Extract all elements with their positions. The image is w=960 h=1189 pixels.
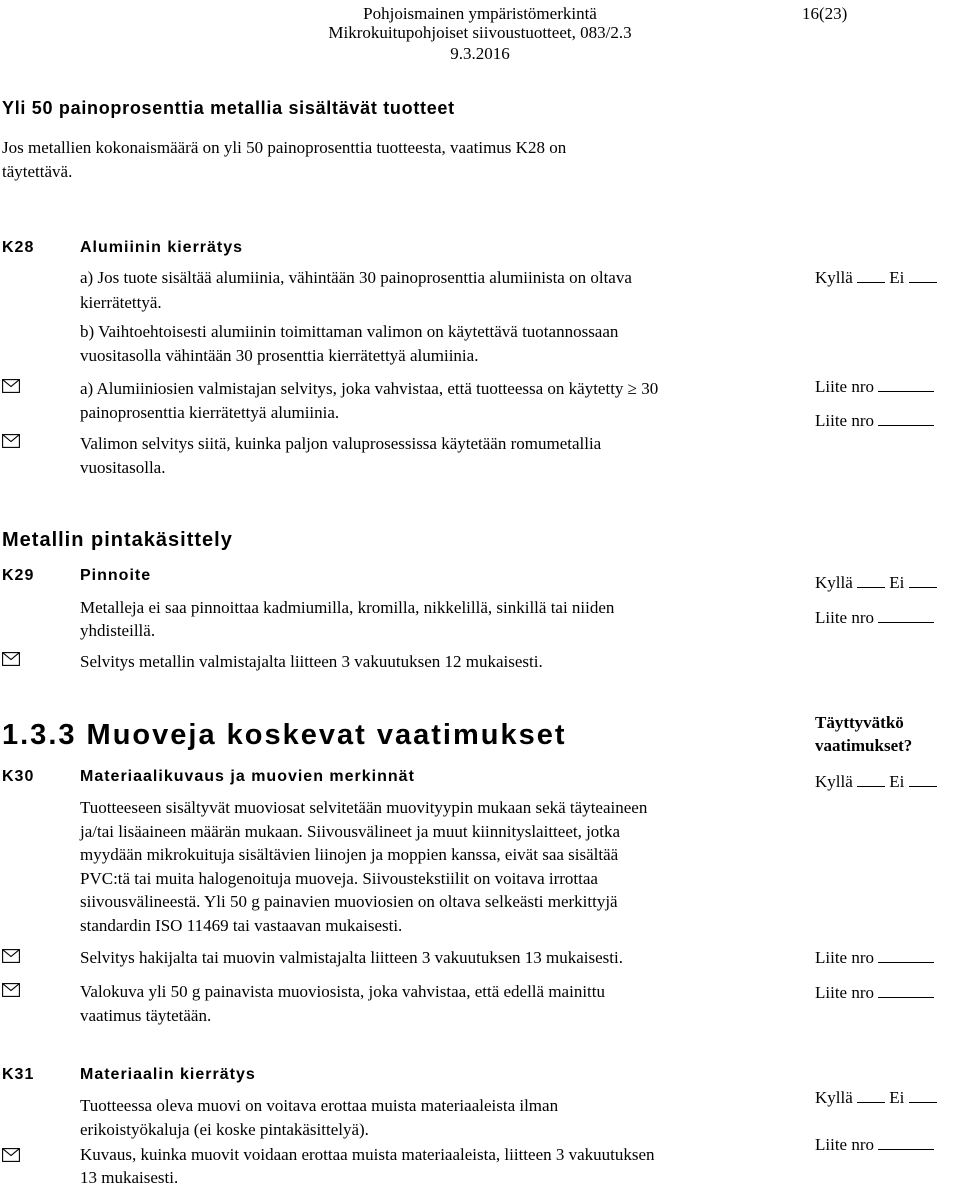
requirement-title-k29: Pinnoite (80, 567, 152, 584)
k29-attachment (815, 606, 934, 629)
no-label: Ei (889, 268, 905, 287)
attachment-blank[interactable] (878, 424, 934, 426)
requirement-code-k28: K28 (2, 239, 35, 256)
yes-label: Kyllä (815, 573, 853, 592)
k28-doc1-line2: painoprosenttia kierrätettyä alumiinia. (80, 403, 340, 422)
k29-yes-no (815, 571, 937, 594)
requirement-code-k29: K29 (2, 567, 35, 584)
no-blank[interactable] (909, 785, 937, 787)
k30-para-line4: PVC:tä tai muita halogenoituja muoveja. Siivoustekstiilit on voitava irrottaa (80, 869, 598, 888)
attachment-blank[interactable] (878, 621, 934, 623)
fulfilled-heading-line2: vaatimukset? (815, 736, 913, 755)
attachment-blank[interactable] (878, 961, 934, 963)
k31-line2: erikoistyökaluja (ei koske pintakäsittelyä). (80, 1120, 369, 1139)
attachment-blank[interactable] (878, 1148, 934, 1150)
no-label: Ei (889, 772, 905, 791)
envelope-icon (2, 983, 20, 997)
requirement-title-k30: Materiaalikuvaus ja muovien merkinnät (80, 768, 415, 785)
k28-doc2-line2: vuositasolla. (80, 458, 166, 477)
section-title-surface: Metallin pintakäsittely (2, 529, 233, 551)
attachment-label: Liite nro (815, 377, 875, 396)
attachment-label: Liite nro (815, 1135, 875, 1154)
k28-a-line2: kierrätettyä. (80, 293, 162, 312)
yes-blank[interactable] (857, 1101, 885, 1103)
yes-blank[interactable] (857, 785, 885, 787)
k28-b-line2: vuositasolla vähintään 30 prosenttia kierrätettyä alumiinia. (80, 346, 479, 365)
k29-line2: yhdisteillä. (80, 621, 156, 640)
metal-intro-line1: Jos metallien kokonaismäärä on yli 50 painoprosenttia tuotteesta, vaatimus K28 on (2, 138, 567, 157)
fulfilled-heading-line1: Täyttyvätkö (815, 713, 904, 732)
k28-b-line1: b) Vaihtoehtoisesti alumiinin toimittaman valimon on käytettävä tuotannossaan (80, 322, 619, 341)
k30-doc2-line2: vaatimus täytetään. (80, 1006, 212, 1025)
k30-para-line5: siivousvälineestä. Yli 50 g painavien muoviosien on oltava selkeästi merkittyjä (80, 892, 618, 911)
k31-yes-no (815, 1086, 937, 1109)
no-label: Ei (889, 573, 905, 592)
envelope-icon (2, 949, 20, 963)
yes-blank[interactable] (857, 281, 885, 283)
section-title-metal: Yli 50 painoprosenttia metallia sisältävät tuotteet (2, 98, 455, 118)
no-blank[interactable] (909, 1101, 937, 1103)
k31-line1: Tuotteessa oleva muovi on voitava erottaa muista materiaaleista ilman (80, 1096, 559, 1115)
k31-doc1-line2: 13 mukaisesti. (80, 1168, 179, 1187)
header-org: Pohjoismainen ympäristömerkintä (363, 4, 597, 23)
attachment-label: Liite nro (815, 948, 875, 967)
envelope-icon (2, 1148, 20, 1162)
k30-doc2-line1: Valokuva yli 50 g painavista muoviosista, joka vahvistaa, että edellä mainittu (80, 982, 605, 1001)
yes-blank[interactable] (857, 586, 885, 588)
page-number: 16(23) (802, 4, 848, 23)
yes-label: Kyllä (815, 1088, 853, 1107)
envelope-icon (2, 434, 20, 448)
k28-doc2-line1: Valimon selvitys siitä, kuinka paljon valuprosessissa käytetään romumetallia (80, 434, 602, 453)
attachment-label: Liite nro (815, 608, 875, 627)
yes-label: Kyllä (815, 268, 853, 287)
envelope-icon (2, 652, 20, 666)
k30-attachment-1 (815, 946, 934, 969)
header-doc-title: Mikrokuitupohjoiset siivoustuotteet, 083/2.3 (328, 23, 632, 42)
header-date: 9.3.2016 (450, 44, 510, 63)
k30-para-line1: Tuotteeseen sisältyvät muoviosat selvitetään muovityypin mukaan sekä täyteaineen (80, 798, 648, 817)
k30-para-line2: ja/tai lisäaineen määrän mukaan. Siivousvälineet ja muut kiinnityslaitteet, jotka (80, 822, 621, 841)
k28-a-line1: a) Jos tuote sisältää alumiinia, vähintään 30 painoprosenttia alumiinista on oltava (80, 268, 632, 287)
k28-doc1-line1: a) Alumiiniosien valmistajan selvitys, joka vahvistaa, että tuotteessa on käytetty ≥ 30 (80, 379, 659, 398)
k30-yes-no (815, 770, 937, 793)
no-blank[interactable] (909, 586, 937, 588)
k30-para-line6: standardin ISO 11469 tai vastaavan mukaisesti. (80, 916, 403, 935)
k29-line1: Metalleja ei saa pinnoittaa kadmiumilla, kromilla, nikkelillä, sinkillä tai niiden (80, 598, 615, 617)
k29-doc1: Selvitys metallin valmistajalta liitteen 3 vakuutuksen 12 mukaisesti. (80, 652, 543, 671)
k31-attachment (815, 1133, 934, 1156)
k30-doc1: Selvitys hakijalta tai muovin valmistajalta liitteen 3 vakuutuksen 13 mukaisesti. (80, 948, 623, 967)
section-title-plastic: 1.3.3 Muoveja koskevat vaatimukset (2, 719, 567, 751)
k28-attachment-1 (815, 375, 934, 398)
requirement-code-k30: K30 (2, 768, 35, 785)
k28-attachment-2 (815, 409, 934, 432)
requirement-title-k31: Materiaalin kierrätys (80, 1066, 256, 1083)
k30-attachment-2 (815, 981, 934, 1004)
yes-label: Kyllä (815, 772, 853, 791)
attachment-label: Liite nro (815, 411, 875, 430)
attachment-label: Liite nro (815, 983, 875, 1002)
k31-doc1-line1: Kuvaus, kuinka muovit voidaan erottaa muista materiaaleista, liitteen 3 vakuutuksen (80, 1145, 655, 1164)
attachment-blank[interactable] (878, 390, 934, 392)
metal-intro-line2: täytettävä. (2, 162, 73, 181)
no-label: Ei (889, 1088, 905, 1107)
k28-yes-no (815, 266, 937, 289)
no-blank[interactable] (909, 281, 937, 283)
envelope-icon (2, 379, 20, 393)
attachment-blank[interactable] (878, 996, 934, 998)
requirement-title-k28: Alumiinin kierrätys (80, 239, 244, 256)
requirement-code-k31: K31 (2, 1066, 35, 1083)
k30-para-line3: myydään mikrokuituja sisältävien liinojen ja moppien kanssa, eivät saa sisältää (80, 845, 619, 864)
